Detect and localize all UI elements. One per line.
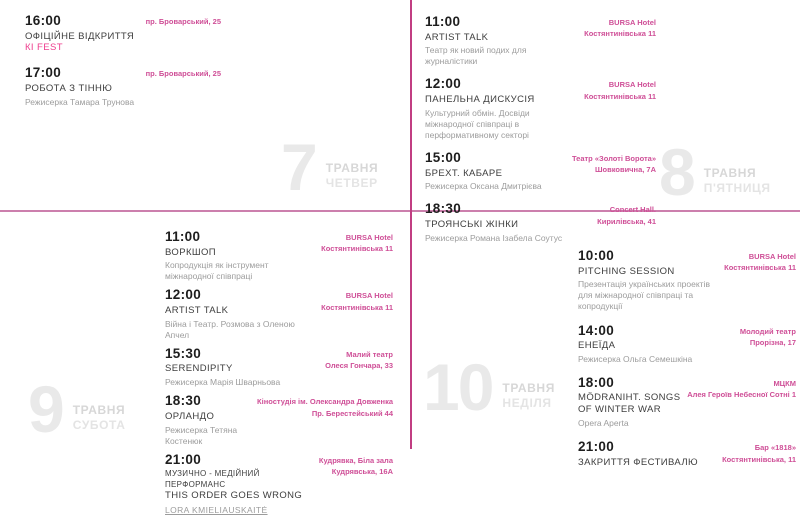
event-title: [425, 94, 573, 106]
venue-address: Шовковична, 7А: [595, 165, 656, 175]
event-title: [165, 247, 311, 259]
event: [165, 287, 393, 340]
event-venue: [146, 65, 221, 79]
day-7-header: [281, 130, 379, 204]
event-title-text: БРЕХТ. КАБАРЕ: [425, 167, 503, 179]
event-title-text: ARTIST TALK: [165, 305, 229, 316]
event-details: [578, 323, 692, 365]
event-title-text: ВОРКШОП: [165, 246, 217, 258]
event-details: [425, 14, 573, 67]
venue-address: Костянтинівська 11: [584, 91, 656, 101]
event-venue: [722, 439, 796, 465]
venue-name: Кіностудія ім. Олександра Довженка: [257, 397, 393, 407]
venue-name: Concert Hall.: [609, 205, 656, 215]
venue-address: Костянтинівська 11: [321, 302, 393, 312]
event: [578, 375, 796, 429]
event: [425, 201, 656, 243]
event-title: [578, 457, 698, 469]
day-number: 7: [281, 130, 316, 204]
day-labels: [326, 161, 379, 193]
day-number: 8: [659, 135, 694, 209]
vertical-divider: [410, 0, 412, 449]
event-venue: [740, 323, 796, 349]
event-details: [165, 287, 311, 340]
venue-name: Театр «Золоті Ворота»: [571, 154, 656, 164]
event-subtitle: Культурний обмін. Досвіди міжнародної співпраці в перформативному секторі: [425, 107, 530, 140]
event-title: [425, 168, 542, 180]
event-title-highlight: КІ FEST: [25, 42, 63, 54]
event-time: 17:00: [25, 65, 62, 81]
venue-name: Молодий театр: [739, 326, 796, 336]
event-details: [165, 452, 311, 515]
event-subtitle: Театр як новий подих для журналістики: [425, 45, 527, 67]
month-label: ТРАВНЯ: [703, 166, 757, 181]
event-title: [425, 32, 573, 44]
event-venue: [146, 13, 221, 27]
day-7-events: [25, 13, 221, 117]
event-details: [425, 201, 562, 243]
event-title: [165, 411, 257, 423]
event-venue: [597, 201, 656, 227]
event-time: 16:00: [25, 13, 62, 28]
event-details: [165, 229, 311, 282]
event: [425, 76, 656, 141]
event-title: [425, 219, 562, 231]
event-details: [25, 13, 146, 56]
venue-address: Алея Героїв Небесної Сотні 1: [687, 390, 796, 400]
event-venue: [325, 346, 393, 372]
event-title-text: SERENDIPITY: [165, 363, 233, 375]
event-time: 18:30: [425, 201, 462, 217]
venue-name: пр. Броварський, 25: [145, 17, 221, 26]
event-details: [578, 248, 718, 313]
day-number: 10: [423, 350, 493, 424]
event: [25, 13, 221, 56]
venue-address: Кудрявська, 16А: [331, 467, 393, 477]
day-9-events: [165, 229, 393, 520]
event-time: 14:00: [578, 322, 615, 338]
event-details: [165, 346, 280, 388]
day-labels: [73, 403, 126, 435]
event-subtitle: Режисерка Тетяна Костенюк: [165, 424, 238, 446]
venue-name: BURSA Hotel: [748, 252, 796, 261]
event-subtitle: Режисерка Тамара Трунова: [25, 96, 135, 107]
venue-address: Прорізна, 17: [749, 337, 796, 347]
month-label: ТРАВНЯ: [72, 403, 126, 418]
event: [425, 14, 656, 67]
event-venue: [724, 248, 796, 274]
event-title-text: ОФІЦІЙНЕ ВІДКРИТТЯ: [25, 30, 135, 42]
event-venue: [584, 76, 656, 102]
day-8-header: [659, 135, 771, 209]
venue-address: Костянтинівська 11: [321, 244, 393, 254]
venue-name: МЦКМ: [773, 378, 796, 388]
event-title-text: ОРЛАНДО: [165, 410, 215, 422]
venue-address: Олеся Гончара, 33: [325, 361, 393, 371]
event-title: [25, 83, 134, 95]
weekday-label: П'ЯТНИЦЯ: [703, 181, 771, 196]
event-venue: [321, 229, 393, 255]
day-9-header: [28, 372, 126, 446]
event-details: [578, 439, 698, 470]
event-subtitle: Презентація українських проектів для міжнародної співпраці та копродукції: [578, 279, 710, 312]
event-time: 21:00: [165, 451, 202, 467]
event-time: 15:00: [425, 150, 462, 166]
event: [578, 248, 796, 313]
event-details: [425, 150, 542, 192]
event-subtitle: Режисерка Оксана Дмитрієва: [425, 181, 542, 192]
venue-name: пр. Броварський, 25: [145, 69, 221, 79]
event-title: [165, 490, 311, 502]
month-label: ТРАВНЯ: [325, 161, 379, 176]
event-venue: [321, 287, 393, 313]
event-title: [578, 340, 692, 352]
event-subtitle: Війна і Театр. Розмова з Оленою Апчел: [165, 318, 295, 340]
venue-address: Костянтинівська 11: [584, 29, 656, 39]
event-title-text: ПАНЕЛЬНА ДИСКУСІЯ: [425, 94, 535, 105]
month-label: ТРАВНЯ: [502, 381, 555, 396]
venue-name: Бар «1818»: [754, 443, 796, 453]
venue-name: Малий театр: [346, 349, 393, 359]
event-time: 12:00: [165, 287, 202, 303]
event-details: [165, 393, 257, 446]
event: [425, 150, 656, 192]
venue-address: Пр. Берестейський 44: [311, 408, 393, 418]
day-labels: [502, 381, 555, 413]
event-time: 11:00: [165, 229, 201, 244]
horizontal-divider: [0, 210, 800, 212]
event-title-text: PITCHING SESSION: [578, 265, 675, 277]
event-time: 21:00: [578, 439, 615, 455]
venue-name: BURSA Hotel: [608, 80, 656, 90]
day-10-header: [423, 350, 555, 424]
event-venue: [319, 452, 393, 478]
event-time: 18:00: [578, 374, 615, 390]
event-subtitle: Режисерка Марія Шварньова: [165, 377, 281, 388]
event-title: [165, 305, 311, 317]
event-title: [165, 363, 280, 375]
event-time: 15:30: [165, 345, 202, 361]
event: [165, 229, 393, 282]
event-title-text: MÖDRANIHT. SONGS OF WINTER WAR: [578, 392, 681, 416]
event-title: [578, 392, 687, 416]
event: [578, 323, 796, 365]
event-venue: [257, 393, 393, 419]
day-labels: [704, 166, 771, 198]
venue-address: Костянтинівська 11: [724, 263, 796, 273]
event-title-text: THIS ORDER GOES WRONG: [165, 490, 303, 502]
event-subtitle: Режисерка Ольга Семешкіна: [578, 353, 693, 364]
venue-address: Костянтинівська, 11: [722, 454, 796, 464]
event-details: [578, 375, 687, 429]
event: [165, 452, 393, 515]
venue-name: BURSA Hotel: [345, 233, 393, 242]
event: [165, 393, 393, 446]
event: [25, 65, 221, 107]
event-title-text: ЗАКРИТТЯ ФЕСТИВАЛЮ: [578, 456, 699, 468]
event: [165, 346, 393, 388]
venue-name: BURSA Hotel: [608, 18, 656, 27]
day-10-events: [578, 248, 796, 481]
day-8-events: [425, 14, 656, 253]
event-credit-link[interactable]: LORA KMIELIAUSKAITĖ: [165, 505, 268, 516]
event-time: 18:30: [165, 393, 202, 409]
event-title-text: ЕНЕЇДА: [578, 340, 616, 352]
event-details: [425, 76, 573, 141]
event-title-text: ARTIST TALK: [425, 31, 489, 43]
venue-name: BURSA Hotel: [345, 291, 393, 301]
venue-address: Кирилівська, 41: [597, 216, 656, 226]
event-title: [578, 266, 718, 278]
weekday-label: ЧЕТВЕР: [325, 176, 378, 191]
event-venue: [572, 150, 656, 176]
venue-name: Кудрявка, Біла зала: [318, 455, 393, 465]
event-pretitle: МУЗИЧНО - МЕДІЙНИЙ ПЕРФОРМАНС: [165, 469, 260, 489]
event-title-text: РОБОТА З ТІННЮ: [25, 82, 113, 94]
event-venue: [687, 375, 796, 401]
event: [578, 439, 796, 470]
event-subtitle: Копродукція як інструмент міжнародної співпраці: [165, 260, 269, 282]
event-title: [25, 31, 146, 55]
event-venue: [584, 14, 656, 40]
event-time: 11:00: [425, 14, 461, 29]
event-subtitle: Opera Aperta: [578, 418, 629, 429]
weekday-label: НЕДІЛЯ: [502, 396, 552, 411]
event-time: 10:00: [578, 248, 615, 263]
day-number: 9: [28, 372, 63, 446]
event-subtitle: Режисерка Романа Ізабела Соутус: [425, 232, 563, 243]
event-time: 12:00: [425, 76, 462, 92]
weekday-label: СУБОТА: [72, 418, 126, 433]
event-title-text: ТРОЯНСЬКІ ЖІНКИ: [425, 218, 519, 230]
event-details: [25, 65, 134, 107]
